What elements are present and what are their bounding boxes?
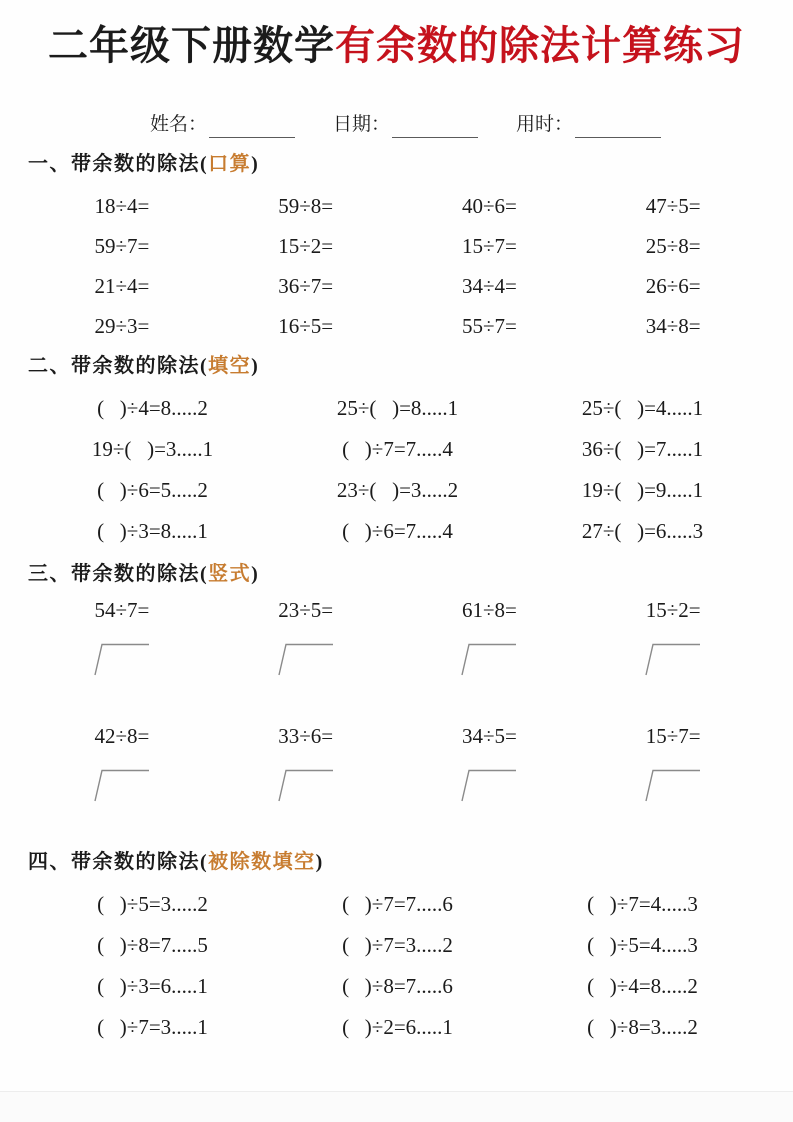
section4-header [28, 848, 793, 876]
long-division-bracket [398, 636, 582, 696]
time-label: 用时： [516, 114, 574, 135]
date-blank-line [392, 116, 478, 138]
section3-header-subtype: 竖式 [208, 563, 252, 585]
meta-row [150, 112, 793, 138]
vertical-problems-row1 [30, 596, 765, 624]
problem: ( )÷7=7.....6 [342, 892, 453, 916]
problem: 26÷6= [645, 273, 701, 298]
title-red-part: 有余数的除法计算练习 [335, 24, 745, 68]
problem: ( )÷7=4.....3 [587, 892, 698, 916]
time-blank-line [575, 116, 661, 138]
section3-header-prefix: 三、带余数的除法( [28, 563, 209, 585]
problem: 27÷( )=6.....3 [581, 519, 704, 543]
problem: ( )÷3=6.....1 [97, 974, 208, 998]
problem: ( )÷5=3.....2 [97, 892, 208, 916]
section2-header [28, 352, 793, 380]
problem: 15÷2= [278, 233, 334, 258]
name-field [150, 112, 295, 138]
long-division-bracket [30, 762, 214, 822]
section1-header-prefix: 一、带余数的除法( [28, 153, 209, 175]
long-division-brackets-row1 [30, 636, 765, 696]
problem: 19÷( )=9.....1 [581, 478, 704, 502]
long-division-bracket [581, 636, 765, 696]
problem: 36÷( )=7.....1 [581, 437, 704, 461]
long-division-bracket [581, 762, 765, 822]
date-field [333, 112, 478, 138]
problem: ( )÷3=8.....1 [97, 519, 208, 543]
problem: 15÷7= [645, 723, 701, 748]
problem: 25÷8= [645, 233, 701, 258]
name-blank-line [209, 116, 295, 138]
problem: 15÷7= [461, 233, 517, 258]
problem: 42÷8= [94, 723, 150, 748]
section1-header-close: ) [251, 153, 260, 175]
dividend-fill-problems-grid [30, 884, 765, 1048]
section2-header-close: ) [251, 355, 260, 377]
problem: 47÷5= [645, 193, 701, 218]
vertical-problems-row2 [30, 722, 765, 750]
problem: ( )÷4=8.....2 [587, 974, 698, 998]
section2-header-prefix: 二、带余数的除法( [28, 355, 209, 377]
problem: ( )÷7=3.....2 [342, 933, 453, 957]
problem: 55÷7= [461, 313, 517, 338]
long-division-bracket [398, 762, 582, 822]
section3-header-close: ) [251, 563, 260, 585]
problem: ( )÷4=8.....2 [97, 396, 208, 420]
problem: 29÷3= [94, 313, 150, 338]
problem: 23÷5= [278, 597, 334, 622]
long-division-bracket [214, 636, 398, 696]
problem: 40÷6= [461, 193, 517, 218]
section3-header [28, 560, 793, 588]
problem: 19÷( )=3.....1 [91, 437, 214, 461]
problem: ( )÷8=3.....2 [587, 1015, 698, 1039]
section4-header-close: ) [315, 851, 324, 873]
long-division-bracket [214, 762, 398, 822]
problem: 21÷4= [94, 273, 150, 298]
problem: 61÷8= [461, 597, 517, 622]
problem: 34÷5= [461, 723, 517, 748]
long-division-bracket [30, 636, 214, 696]
problem: ( )÷6=5.....2 [97, 478, 208, 502]
problem: ( )÷5=4.....3 [587, 933, 698, 957]
title-black-part: 二年级下册数学 [48, 24, 335, 68]
long-division-brackets-row2 [30, 762, 765, 822]
problem: 18÷4= [94, 193, 150, 218]
oral-problems-grid [30, 186, 765, 346]
name-label: 姓名： [150, 114, 208, 135]
section4-header-prefix: 四、带余数的除法( [28, 851, 209, 873]
problem: ( )÷6=7.....4 [342, 519, 453, 543]
section1-header-subtype: 口算 [208, 153, 252, 175]
page-bottom-edge [0, 1091, 793, 1122]
problem: 23÷( )=3.....2 [336, 478, 459, 502]
problem: 34÷4= [461, 273, 517, 298]
date-label: 日期： [333, 114, 391, 135]
time-field [516, 112, 661, 138]
problem: ( )÷7=3.....1 [97, 1015, 208, 1039]
problem: ( )÷8=7.....6 [342, 974, 453, 998]
problem: ( )÷8=7.....5 [97, 933, 208, 957]
problem: 25÷( )=8.....1 [336, 396, 459, 420]
problem: ( )÷7=7.....4 [342, 437, 453, 461]
problem: 16÷5= [278, 313, 334, 338]
problem: 33÷6= [278, 723, 334, 748]
page-title [0, 0, 793, 70]
problem: 54÷7= [94, 597, 150, 622]
section1-header [28, 150, 793, 178]
section2-header-subtype: 填空 [208, 355, 252, 377]
problem: ( )÷2=6.....1 [342, 1015, 453, 1039]
problem: 34÷8= [645, 313, 701, 338]
problem: 25÷( )=4.....1 [581, 396, 704, 420]
section4-header-subtype: 被除数填空 [208, 851, 316, 873]
fill-blank-problems-grid [30, 388, 765, 552]
problem: 59÷7= [94, 233, 150, 258]
problem: 36÷7= [278, 273, 334, 298]
problem: 15÷2= [645, 597, 701, 622]
problem: 59÷8= [278, 193, 334, 218]
